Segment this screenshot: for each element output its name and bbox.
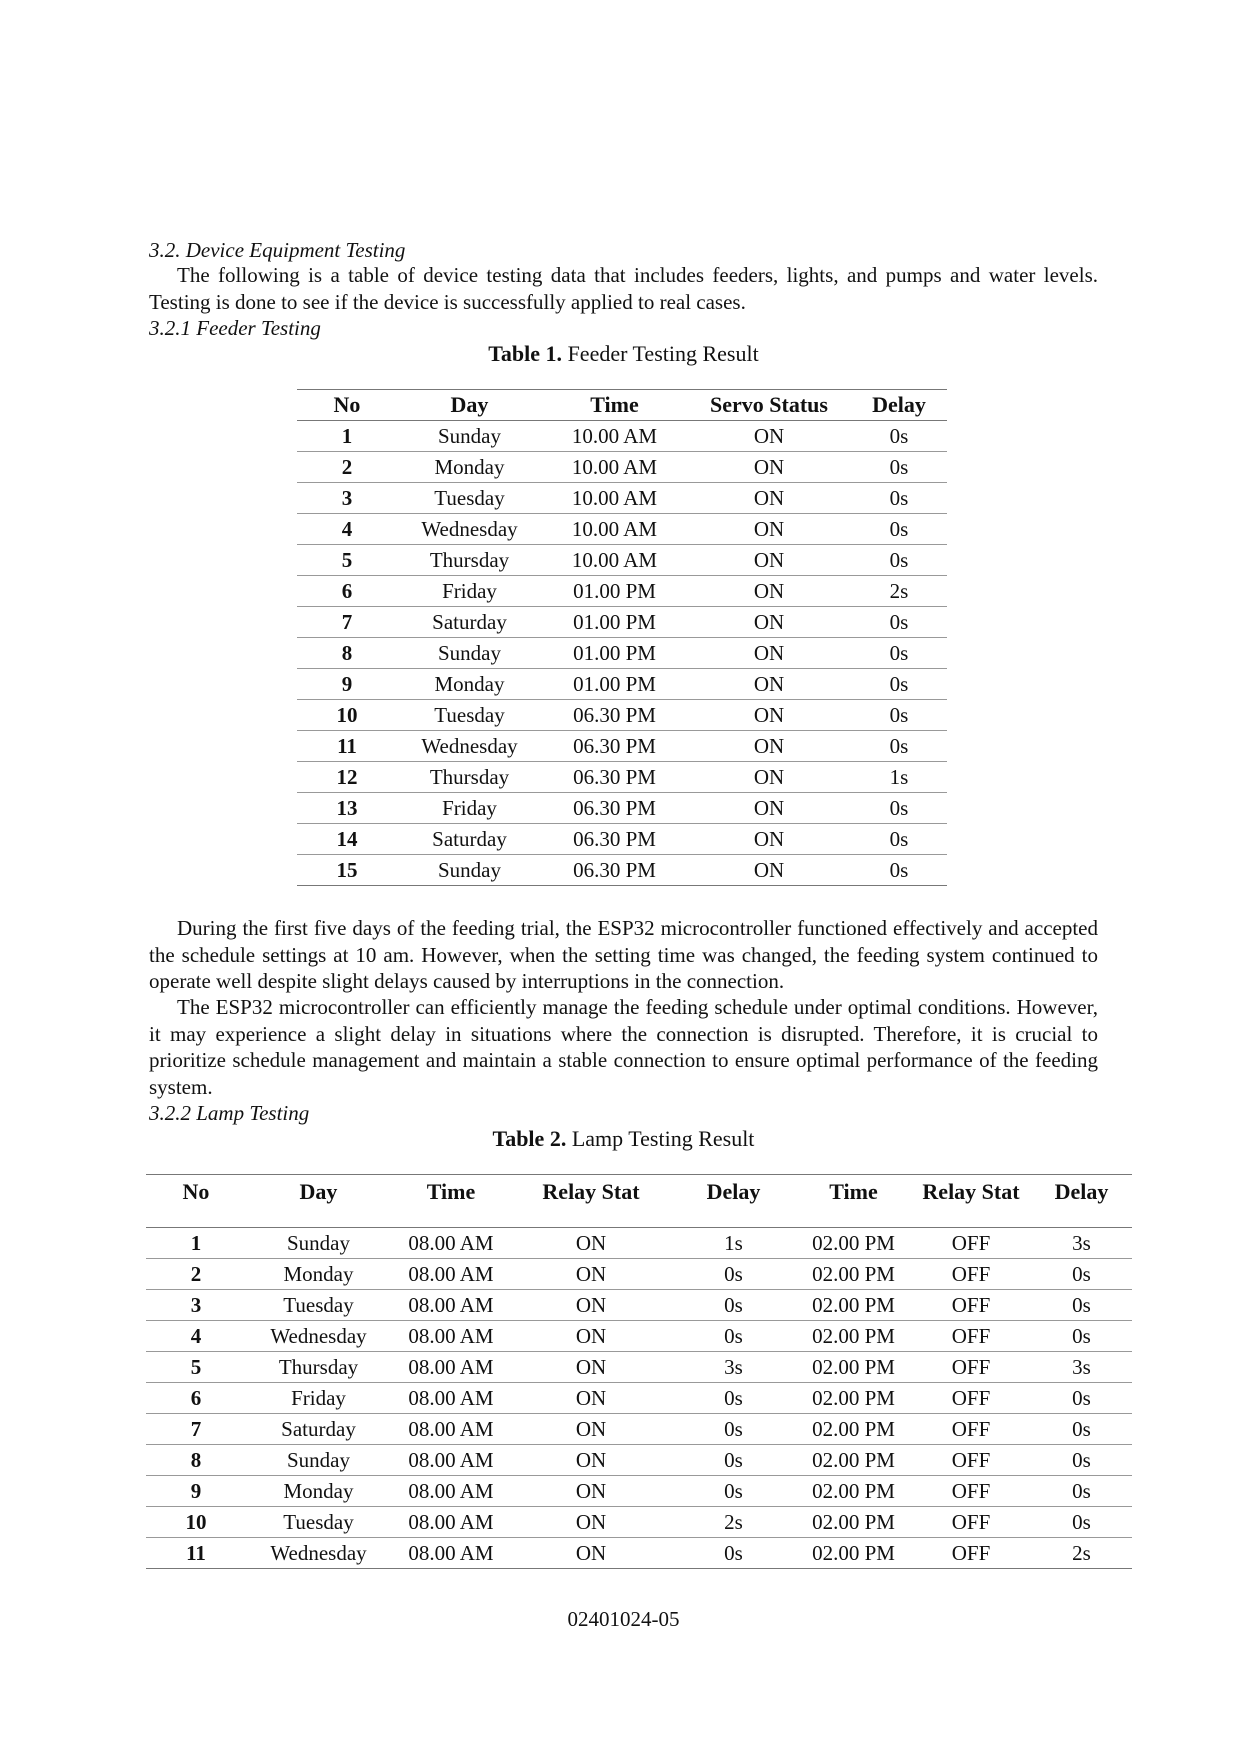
lamp-cell-no: 5	[190, 1354, 202, 1379]
lamp-cell-off-delay: 0s	[1072, 1447, 1091, 1472]
lamp-cell-on-time: 08.00 AM	[408, 1509, 494, 1534]
table-row	[297, 452, 947, 483]
feeder-cell-no: 5	[341, 547, 353, 572]
lamp-cell-off-time: 02.00 PM	[812, 1478, 895, 1503]
lamp-cell-off-delay: 0s	[1072, 1292, 1091, 1317]
lamp-cell-off-delay: 2s	[1072, 1540, 1091, 1565]
lamp-cell-day: Tuesday	[283, 1292, 354, 1317]
lamp-header-row	[146, 1175, 1132, 1228]
feeder-table-body	[297, 421, 947, 886]
lamp-cell-on-time: 08.00 AM	[408, 1540, 494, 1565]
table-row	[146, 1259, 1132, 1290]
lamp-cell-on-relay-stat: ON	[575, 1509, 607, 1534]
lamp-cell-day: Sunday	[287, 1230, 350, 1255]
lamp-cell-day: Sunday	[287, 1447, 350, 1472]
lamp-header-off-relay-stat: Relay Stat	[922, 1179, 1020, 1204]
lamp-cell-day: Monday	[283, 1478, 354, 1503]
feeder-header-time: Time	[590, 392, 639, 417]
feeder-cell-no: 2	[341, 454, 353, 479]
lamp-cell-off-time: 02.00 PM	[812, 1540, 895, 1565]
feeder-cell-servo-status: ON	[753, 795, 785, 820]
feeder-cell-delay: 0s	[889, 795, 909, 820]
table-row	[146, 1228, 1132, 1259]
lamp-cell-no: 8	[190, 1447, 202, 1472]
lamp-table	[146, 1174, 1132, 1569]
feeder-cell-delay: 2s	[889, 578, 909, 603]
feeder-cell-no: 4	[341, 516, 353, 541]
feeder-cell-delay: 0s	[889, 640, 909, 665]
lamp-cell-on-delay: 0s	[724, 1261, 743, 1286]
lamp-cell-on-delay: 0s	[724, 1447, 743, 1472]
feeder-header-day: Day	[450, 392, 489, 417]
table-row	[146, 1383, 1132, 1414]
feeder-cell-delay: 0s	[889, 485, 909, 510]
lamp-cell-day: Thursday	[278, 1354, 359, 1379]
feeder-cell-time: 01.00 PM	[573, 671, 656, 696]
feeder-header-delay: Delay	[872, 392, 926, 417]
feeder-cell-day: Wednesday	[421, 516, 518, 541]
lamp-cell-day: Monday	[283, 1261, 354, 1286]
lamp-cell-on-time: 08.00 AM	[408, 1478, 494, 1503]
feeder-cell-servo-status: ON	[753, 609, 785, 634]
lamp-cell-off-time: 02.00 PM	[812, 1323, 895, 1348]
feeder-cell-no: 13	[336, 795, 358, 820]
feeder-cell-day: Thursday	[429, 764, 510, 789]
feeder-cell-time: 10.00 AM	[571, 454, 658, 479]
feeder-cell-day: Monday	[434, 454, 505, 479]
table-row	[146, 1290, 1132, 1321]
feeder-cell-delay: 0s	[889, 702, 909, 727]
lamp-cell-on-delay: 0s	[724, 1292, 743, 1317]
feeder-cell-servo-status: ON	[753, 578, 785, 603]
feeder-cell-servo-status: ON	[753, 485, 785, 510]
feeder-cell-time: 10.00 AM	[571, 485, 658, 510]
lamp-table-caption	[149, 1126, 1098, 1152]
feeder-cell-delay: 0s	[889, 423, 909, 448]
lamp-cell-day: Wednesday	[270, 1540, 367, 1565]
feeder-cell-no: 12	[336, 764, 358, 789]
lamp-cell-on-delay: 2s	[724, 1509, 743, 1534]
lamp-cell-off-delay: 0s	[1072, 1478, 1091, 1503]
lamp-cell-on-relay-stat: ON	[575, 1447, 607, 1472]
lamp-cell-off-relay-stat: OFF	[951, 1385, 991, 1410]
lamp-cell-on-relay-stat: ON	[575, 1478, 607, 1503]
feeder-cell-time: 06.30 PM	[573, 795, 656, 820]
feeder-cell-day: Friday	[442, 578, 497, 603]
feeder-cell-time: 10.00 AM	[571, 423, 658, 448]
lamp-header-on-delay: Delay	[706, 1179, 761, 1204]
lamp-cell-off-relay-stat: OFF	[951, 1323, 991, 1348]
lamp-cell-no: 7	[190, 1416, 202, 1441]
lamp-cell-on-time: 08.00 AM	[408, 1385, 494, 1410]
lamp-cell-on-delay: 1s	[724, 1230, 743, 1255]
lamp-cell-off-time: 02.00 PM	[812, 1354, 895, 1379]
table-row	[146, 1321, 1132, 1352]
lamp-cell-off-time: 02.00 PM	[812, 1292, 895, 1317]
feeder-cell-delay: 0s	[889, 826, 909, 851]
lamp-cell-off-time: 02.00 PM	[812, 1416, 895, 1441]
feeder-table	[297, 389, 947, 886]
lamp-cell-on-delay: 0s	[724, 1385, 743, 1410]
lamp-cell-off-relay-stat: OFF	[951, 1447, 991, 1472]
feeder-cell-time: 06.30 PM	[573, 826, 656, 851]
feeder-cell-day: Sunday	[438, 857, 501, 882]
feeder-cell-servo-status: ON	[753, 454, 785, 479]
lamp-cell-day: Saturday	[281, 1416, 356, 1441]
lamp-heading: 3.2.2 Lamp Testing	[149, 1101, 310, 1125]
table-row	[146, 1507, 1132, 1538]
feeder-cell-servo-status: ON	[753, 702, 785, 727]
lamp-cell-off-time: 02.00 PM	[812, 1509, 895, 1534]
feeder-cell-day: Tuesday	[434, 702, 505, 727]
lamp-cell-no: 1	[190, 1230, 202, 1255]
feeder-cell-no: 1	[341, 423, 353, 448]
feeder-table-caption	[149, 341, 1098, 367]
lamp-cell-on-time: 08.00 AM	[408, 1416, 494, 1441]
feeder-cell-no: 3	[341, 485, 353, 510]
lamp-cell-no: 11	[186, 1540, 206, 1565]
lamp-caption-label: Table 2.	[492, 1126, 567, 1151]
lamp-cell-off-delay: 0s	[1072, 1261, 1091, 1286]
lamp-cell-no: 2	[190, 1261, 202, 1286]
lamp-cell-on-time: 08.00 AM	[408, 1323, 494, 1348]
feeder-heading: 3.2.1 Feeder Testing	[149, 316, 321, 340]
feeder-cell-day: Thursday	[429, 547, 510, 572]
lamp-cell-on-delay: 0s	[724, 1540, 743, 1565]
lamp-cell-on-relay-stat: ON	[575, 1540, 607, 1565]
feeder-cell-delay: 0s	[889, 671, 909, 696]
feeder-cell-day: Saturday	[432, 609, 507, 634]
feeder-cell-time: 06.30 PM	[573, 857, 656, 882]
feeder-paragraph-2: The ESP32 microcontroller can efficiently manage the feeding schedule under optimal conditions. However, it may experience a slight delay in situations where the connection is disrupted. Therefore, it is crucial to prioritize schedule management and maintain a stable connection to ensure optimal performance of the feeding system.	[149, 995, 1098, 1099]
lamp-cell-on-time: 08.00 AM	[408, 1354, 494, 1379]
lamp-cell-on-delay: 3s	[724, 1354, 743, 1379]
feeder-cell-time: 10.00 AM	[571, 516, 658, 541]
feeder-cell-delay: 1s	[889, 764, 909, 789]
table-row	[297, 607, 947, 638]
lamp-header-day: Day	[299, 1179, 338, 1204]
section-intro: The following is a table of device testing data that includes feeders, lights, and pumps and water levels. Testing is done to see if the device is successfully applied to real cases.	[149, 263, 1098, 314]
feeder-cell-day: Sunday	[438, 640, 501, 665]
lamp-cell-on-relay-stat: ON	[575, 1416, 607, 1441]
feeder-cell-delay: 0s	[889, 733, 909, 758]
paper-page	[149, 0, 1109, 1754]
feeder-cell-servo-status: ON	[753, 857, 785, 882]
feeder-cell-time: 06.30 PM	[573, 702, 656, 727]
feeder-cell-no: 6	[341, 578, 353, 603]
lamp-cell-on-time: 08.00 AM	[408, 1447, 494, 1472]
table-row	[297, 669, 947, 700]
lamp-cell-off-delay: 3s	[1072, 1354, 1091, 1379]
lamp-cell-day: Wednesday	[270, 1323, 367, 1348]
lamp-cell-no: 10	[185, 1509, 207, 1534]
feeder-cell-servo-status: ON	[753, 516, 785, 541]
lamp-header-off-time: Time	[829, 1179, 878, 1204]
feeder-cell-servo-status: ON	[753, 826, 785, 851]
table-row	[297, 514, 947, 545]
lamp-cell-no: 6	[190, 1385, 202, 1410]
table-row	[297, 545, 947, 576]
table-row	[146, 1476, 1132, 1507]
feeder-header-row	[297, 390, 947, 421]
feeder-cell-no: 8	[341, 640, 353, 665]
feeder-caption-text: Feeder Testing Result	[562, 341, 759, 366]
lamp-cell-off-relay-stat: OFF	[951, 1354, 991, 1379]
lamp-header-no: No	[182, 1179, 210, 1204]
lamp-cell-off-relay-stat: OFF	[951, 1292, 991, 1317]
feeder-header-no: No	[333, 392, 361, 417]
feeder-cell-time: 06.30 PM	[573, 764, 656, 789]
table-row	[146, 1352, 1132, 1383]
feeder-cell-time: 01.00 PM	[573, 609, 656, 634]
lamp-cell-off-relay-stat: OFF	[951, 1478, 991, 1503]
table-row	[297, 483, 947, 514]
feeder-cell-time: 10.00 AM	[571, 547, 658, 572]
lamp-cell-no: 4	[190, 1323, 202, 1348]
lamp-cell-on-relay-stat: ON	[575, 1385, 607, 1410]
lamp-cell-on-relay-stat: ON	[575, 1261, 607, 1286]
table-row	[297, 700, 947, 731]
lamp-cell-off-relay-stat: OFF	[951, 1230, 991, 1255]
feeder-paragraph-1: During the first five days of the feeding trial, the ESP32 microcontroller functioned effectively and accepted the schedule settings at 10 am. However, when the setting time was changed, the feeding system continued to operate well despite slight delays caused by interruptions in the connection.	[149, 916, 1098, 993]
table-row	[297, 855, 947, 886]
feeder-cell-day: Saturday	[432, 826, 507, 851]
section-heading: 3.2. Device Equipment Testing	[149, 238, 406, 262]
table-row	[297, 731, 947, 762]
table-row	[146, 1445, 1132, 1476]
feeder-cell-time: 01.00 PM	[573, 640, 656, 665]
feeder-cell-delay: 0s	[889, 454, 909, 479]
feeder-cell-delay: 0s	[889, 857, 909, 882]
lamp-cell-off-delay: 0s	[1072, 1416, 1091, 1441]
feeder-cell-servo-status: ON	[753, 423, 785, 448]
table-row	[297, 638, 947, 669]
table-row	[146, 1414, 1132, 1445]
feeder-cell-day: Sunday	[438, 423, 501, 448]
lamp-header-on-time: Time	[426, 1179, 476, 1204]
feeder-cell-no: 7	[341, 609, 353, 634]
feeder-cell-servo-status: ON	[753, 640, 785, 665]
lamp-cell-on-delay: 0s	[724, 1416, 743, 1441]
lamp-cell-on-time: 08.00 AM	[408, 1261, 494, 1286]
lamp-cell-off-delay: 0s	[1072, 1323, 1091, 1348]
lamp-cell-day: Tuesday	[283, 1509, 354, 1534]
feeder-cell-servo-status: ON	[753, 764, 785, 789]
feeder-cell-servo-status: ON	[753, 671, 785, 696]
lamp-cell-off-relay-stat: OFF	[951, 1540, 991, 1565]
lamp-cell-off-relay-stat: OFF	[951, 1261, 991, 1286]
lamp-cell-day: Friday	[291, 1385, 346, 1410]
lamp-cell-off-delay: 0s	[1072, 1509, 1091, 1534]
feeder-cell-day: Wednesday	[421, 733, 518, 758]
lamp-table-body	[146, 1228, 1132, 1569]
feeder-cell-no: 15	[336, 857, 358, 882]
lamp-header-off-delay: Delay	[1054, 1179, 1109, 1204]
feeder-cell-time: 01.00 PM	[573, 578, 656, 603]
feeder-cell-no: 9	[341, 671, 353, 696]
table-row	[297, 576, 947, 607]
lamp-cell-on-relay-stat: ON	[575, 1323, 607, 1348]
feeder-cell-servo-status: ON	[753, 547, 785, 572]
feeder-cell-servo-status: ON	[753, 733, 785, 758]
lamp-cell-off-delay: 0s	[1072, 1385, 1091, 1410]
feeder-cell-no: 11	[337, 733, 357, 758]
lamp-cell-on-time: 08.00 AM	[408, 1292, 494, 1317]
feeder-cell-no: 10	[336, 702, 358, 727]
lamp-cell-on-delay: 0s	[724, 1478, 743, 1503]
lamp-cell-off-time: 02.00 PM	[812, 1261, 895, 1286]
lamp-cell-on-relay-stat: ON	[575, 1292, 607, 1317]
feeder-header-servo-status: Servo Status	[710, 392, 828, 417]
feeder-cell-day: Tuesday	[434, 485, 505, 510]
lamp-cell-on-delay: 0s	[724, 1323, 743, 1348]
table-row	[297, 824, 947, 855]
lamp-header-on-relay-stat: Relay Stat	[542, 1179, 640, 1204]
lamp-caption-text: Lamp Testing Result	[566, 1126, 755, 1151]
lamp-cell-on-relay-stat: ON	[575, 1354, 607, 1379]
table-row	[146, 1538, 1132, 1569]
table-row	[297, 762, 947, 793]
feeder-cell-day: Friday	[442, 795, 497, 820]
feeder-cell-day: Monday	[434, 671, 505, 696]
table-row	[297, 793, 947, 824]
feeder-cell-no: 14	[336, 826, 358, 851]
lamp-cell-no: 3	[190, 1292, 202, 1317]
feeder-cell-delay: 0s	[889, 547, 909, 572]
lamp-cell-off-delay: 3s	[1072, 1230, 1091, 1255]
lamp-cell-off-time: 02.00 PM	[812, 1447, 895, 1472]
page-footer-id: 02401024-05	[567, 1607, 680, 1631]
feeder-caption-label: Table 1.	[488, 341, 563, 366]
lamp-cell-off-relay-stat: OFF	[951, 1416, 991, 1441]
table-row	[297, 421, 947, 452]
lamp-cell-off-relay-stat: OFF	[951, 1509, 991, 1534]
feeder-cell-time: 06.30 PM	[573, 733, 656, 758]
feeder-cell-delay: 0s	[889, 516, 909, 541]
lamp-cell-no: 9	[190, 1478, 202, 1503]
lamp-cell-off-time: 02.00 PM	[812, 1385, 895, 1410]
lamp-cell-off-time: 02.00 PM	[812, 1230, 895, 1255]
lamp-cell-on-relay-stat: ON	[575, 1230, 607, 1255]
feeder-cell-delay: 0s	[889, 609, 909, 634]
lamp-cell-on-time: 08.00 AM	[408, 1230, 494, 1255]
